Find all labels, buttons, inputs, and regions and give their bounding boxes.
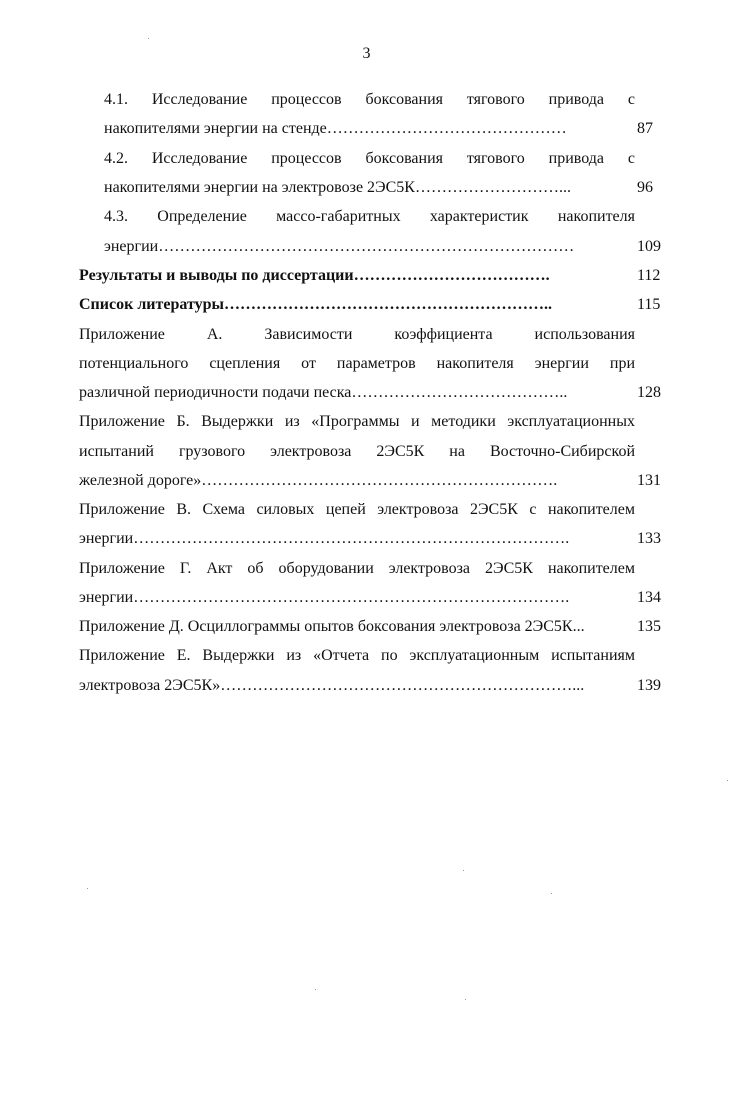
scan-speck xyxy=(463,870,464,871)
toc-entry-appendix-g-page: 134 xyxy=(637,589,661,606)
scan-speck xyxy=(551,893,552,894)
toc-entry-results: Результаты и выводы по диссертации………………………………. xyxy=(79,267,550,284)
scan-speck xyxy=(465,999,466,1000)
toc-entry-4-3-line-1: 4.3. Определение массо-габаритных характеристик накопителя xyxy=(104,208,635,225)
toc-entry-appendix-a-line-2: потенциального сцепления от параметров накопителя энергии при xyxy=(79,355,635,372)
toc-entry-appendix-b-line-2: испытаний грузового электровоза 2ЭС5К на Восточно-Сибирской xyxy=(79,443,635,460)
toc-entry-4-3-line-2: энергии…………………………………………………………………… xyxy=(104,238,575,255)
toc-entry-appendix-a-line-1: Приложение А. Зависимости коэффициента использования xyxy=(79,326,635,343)
toc-entry-appendix-v-line-1: Приложение В. Схема силовых цепей электровоза 2ЭС5К с накопителем xyxy=(79,501,635,518)
toc-entry-references: Список литературы…………………………………………………….. xyxy=(79,296,552,313)
toc-entry-references-page: 115 xyxy=(637,296,661,313)
toc-entry-results-page: 112 xyxy=(637,267,661,284)
toc-entry-4-2-line-1: 4.2. Исследование процессов боксования тягового привода с xyxy=(104,150,635,167)
page-number: 3 xyxy=(362,45,371,62)
toc-entry-appendix-a-page: 128 xyxy=(637,384,661,401)
toc-entry-appendix-e-line-2: электровоза 2ЭС5К»…………………………………………………………... xyxy=(79,677,585,694)
toc-entry-4-2-line-2: накопителями энергии на электровозе 2ЭС5К………………………... xyxy=(104,179,571,196)
toc-entry-appendix-b-line-1: Приложение Б. Выдержки из «Программы и методики эксплуатационных xyxy=(79,413,635,430)
toc-entry-4-2-page: 96 xyxy=(637,179,653,196)
toc-entry-appendix-g-line-2: энергии………………………………………………………………………. xyxy=(79,589,570,606)
toc-entry-appendix-d-page: 135 xyxy=(637,618,661,635)
toc-entry-4-1-line-1: 4.1. Исследование процессов боксования тягового привода с xyxy=(104,91,635,108)
toc-entry-4-1-line-2: накопителями энергии на стенде……………………………………… xyxy=(104,120,567,137)
toc-entry-appendix-b-page: 131 xyxy=(637,472,661,489)
toc-entry-appendix-a-line-3: различной периодичности подачи песка………………………………….. xyxy=(79,384,568,401)
scan-speck xyxy=(87,888,88,889)
toc-entry-appendix-e-page: 139 xyxy=(637,677,661,694)
toc-entry-appendix-b-line-3: железной дороге»…………………………………………………………. xyxy=(79,472,558,489)
toc-entry-appendix-v-line-2: энергии………………………………………………………………………. xyxy=(79,530,570,547)
toc-entry-appendix-v-page: 133 xyxy=(637,530,661,547)
toc-entry-appendix-e-line-1: Приложение Е. Выдержки из «Отчета по эксплуатационным испытаниям xyxy=(79,647,635,664)
toc-entry-appendix-d: Приложение Д. Осциллограммы опытов боксования электровоза 2ЭС5К... xyxy=(79,618,585,635)
toc-entry-4-1-page: 87 xyxy=(637,120,653,137)
scan-speck xyxy=(148,38,149,39)
scan-speck xyxy=(727,780,728,781)
toc-entry-appendix-g-line-1: Приложение Г. Акт об оборудовании электровоза 2ЭС5К накопителем xyxy=(79,560,635,577)
toc-entry-4-3-page: 109 xyxy=(637,238,661,255)
scan-speck xyxy=(315,989,316,990)
